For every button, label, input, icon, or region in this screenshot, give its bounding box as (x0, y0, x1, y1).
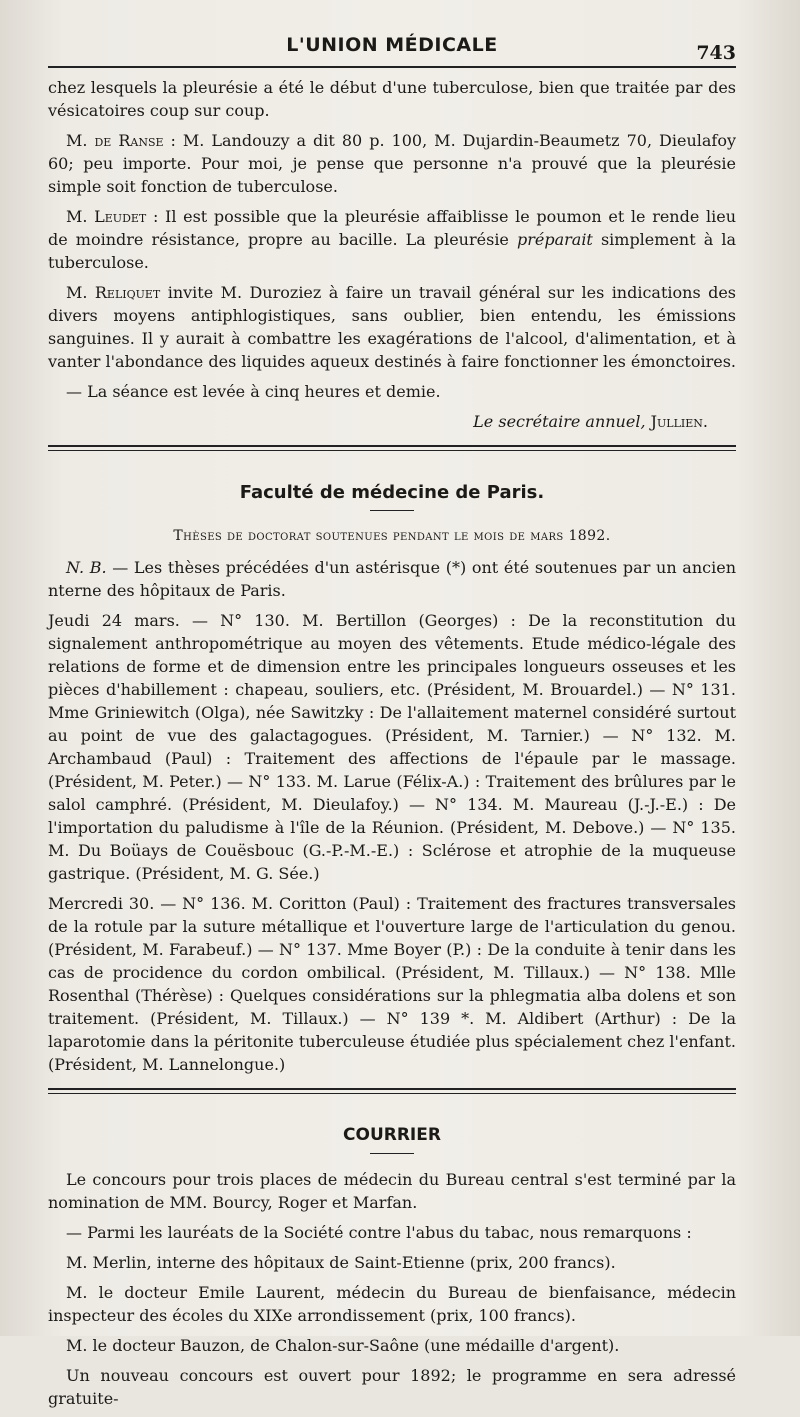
courrier-section (48, 1124, 736, 1410)
courrier-paragraph-6: Un nouveau concours est ouvert pour 1892; le programme en sera adressé gratuite- (48, 1366, 736, 1408)
page-number: 743 (696, 42, 736, 64)
courrier-paragraph-4: M. le docteur Emile Laurent, médecin du Bureau de bienfaisance, médecin inspecteur des écoles du XIXe arrondissement (prix, 100 francs). (48, 1283, 736, 1325)
page-header (48, 34, 736, 68)
speaker-name: M. de Ranse (66, 131, 164, 150)
speaker-text: : Il est possible que la pleurésie affaiblisse le poumon et le rende lieu de moindre résistance, propre au bacille. La pleurésie (48, 207, 737, 249)
page-body (48, 76, 736, 1417)
title-rule (370, 1153, 414, 1154)
running-title: L'UNION MÉDICALE (286, 34, 498, 56)
emphasized-word: préparait (516, 230, 593, 249)
signature-name: Jullien. (645, 412, 708, 431)
note-paragraph (48, 556, 736, 602)
discussion-paragraph-4 (48, 281, 736, 373)
speaker-text: : M. Landouzy a dit 80 p. 100, M. Dujardin-Beaumetz 70, Dieulafoy 60; peu importe. Pour moi, je pense que personne n'a prouvé que la pleurésie simple soit fonction de tuberculose. (48, 131, 737, 196)
signature-role: Le secrétaire annuel, (473, 412, 646, 431)
courrier-paragraph-3: M. Merlin, interne des hôpitaux de Saint-Etienne (prix, 200 francs). (66, 1253, 616, 1272)
faculte-title: Faculté de médecine de Paris. (239, 482, 545, 503)
theses-thursday: Jeudi 24 mars. — N° 130. M. Bertillon (Georges) : De la reconstitution du signalement anthropométrique au moyen des vêtements. Etude médico-légale des relations de forme et de dimension entre les principales longueurs osseuses et les pièces d'habillement : chapeau, souliers, etc. (Président, M. Brouardel.) — N° 131. Mme Griniewitch (Olga), née Sawitzky : De l'allaitement maternel considéré surtout au point de vue des galactagogues. (Président, M. Tarnier.) — N° 132. M. Archambaud (Paul) : Traitement des affections de l'épaule par le massage. (Président, M. Peter.) — N° 133. M. Larue (Félix-A.) : Traitement des brûlures par le salol camphré. (Président, M. Dieulafoy.) — N° 134. M. Maureau (J.-J.-E.) : De l'importation du paludisme à l'île de la Réunion. (Président, M. Debove.) — N° 135. M. Du Boüays de Couësbouc (G.-P.-M.-E.) : Sclérose et atrophie de la muqueuse gastrique. (Président, M. G. Sée.) (48, 611, 736, 883)
discussion-paragraph-1: chez lesquels la pleurésie a été le début d'une tuberculose, bien que traitée par des vésicatoires coup sur coup. (48, 78, 736, 120)
theses-wednesday: Mercredi 30. — N° 136. M. Coritton (Paul) : Traitement des fractures transversales de la rotule par la suture métallique et l'ouverture large de l'articulation du genou. (Président, M. Farabeuf.) — N° 137. Mme Boyer (P.) : De la conduite à tenir dans les cas de procidence du cordon ombilical. (Président, M. Tillaux.) — N° 138. Mlle Rosenthal (Thérèse) : Quelques considérations sur la phlegmatia alba dolens et son traitement. (Président, M. Tillaux.) — N° 139 *. M. Aldibert (Arthur) : De la laparotomie dans la péritonite tuberculeuse étudiée plus spécialement chez l'enfant. (Président, M. Lannelongue.) (48, 894, 736, 1074)
courrier-paragraph-2: — Parmi les lauréats de la Société contre l'abus du tabac, nous remarquons : (66, 1223, 692, 1242)
courrier-title: COURRIER (343, 1125, 441, 1145)
section-divider (48, 445, 736, 451)
speaker-text: simplement à la tuberculose. (48, 230, 737, 272)
section-divider (48, 1088, 736, 1094)
speaker-name: M. Reliquet (66, 283, 161, 302)
discussion-section (48, 76, 736, 433)
faculte-section (48, 481, 736, 1076)
note-label: N. B. (66, 558, 107, 577)
speaker-text: invite M. Duroziez à faire un travail général sur les indications des divers moyens antiphlogistiques, sans oublier, bien entendu, les émissions sanguines. Il y aurait à combattre les exagérations de l'alcool, d'alimentation, et à vanter l'abondance des liquides aqueux destinés à faire fonctionner les émonctoires. (48, 283, 737, 371)
courrier-paragraph-1: Le concours pour trois places de médecin du Bureau central s'est terminé par la nomination de MM. Bourcy, Roger et Marfan. (48, 1170, 736, 1212)
note-text: — Les thèses précédées d'un astérisque (*) ont été soutenues par un ancien nterne des hôpitaux de Paris. (48, 558, 736, 600)
signature (48, 410, 708, 433)
theses-subtitle: Thèses de doctorat soutenues pendant le mois de mars 1892. (173, 528, 611, 544)
header-rule (48, 66, 736, 68)
discussion-paragraph-3 (48, 205, 736, 274)
session-closing: — La séance est levée à cinq heures et demie. (66, 382, 441, 401)
speaker-name: M. Leudet (66, 207, 147, 226)
courrier-paragraph-5: M. le docteur Bauzon, de Chalon-sur-Saône (une médaille d'argent). (66, 1336, 620, 1355)
discussion-paragraph-2 (48, 129, 736, 198)
title-rule (370, 510, 414, 511)
